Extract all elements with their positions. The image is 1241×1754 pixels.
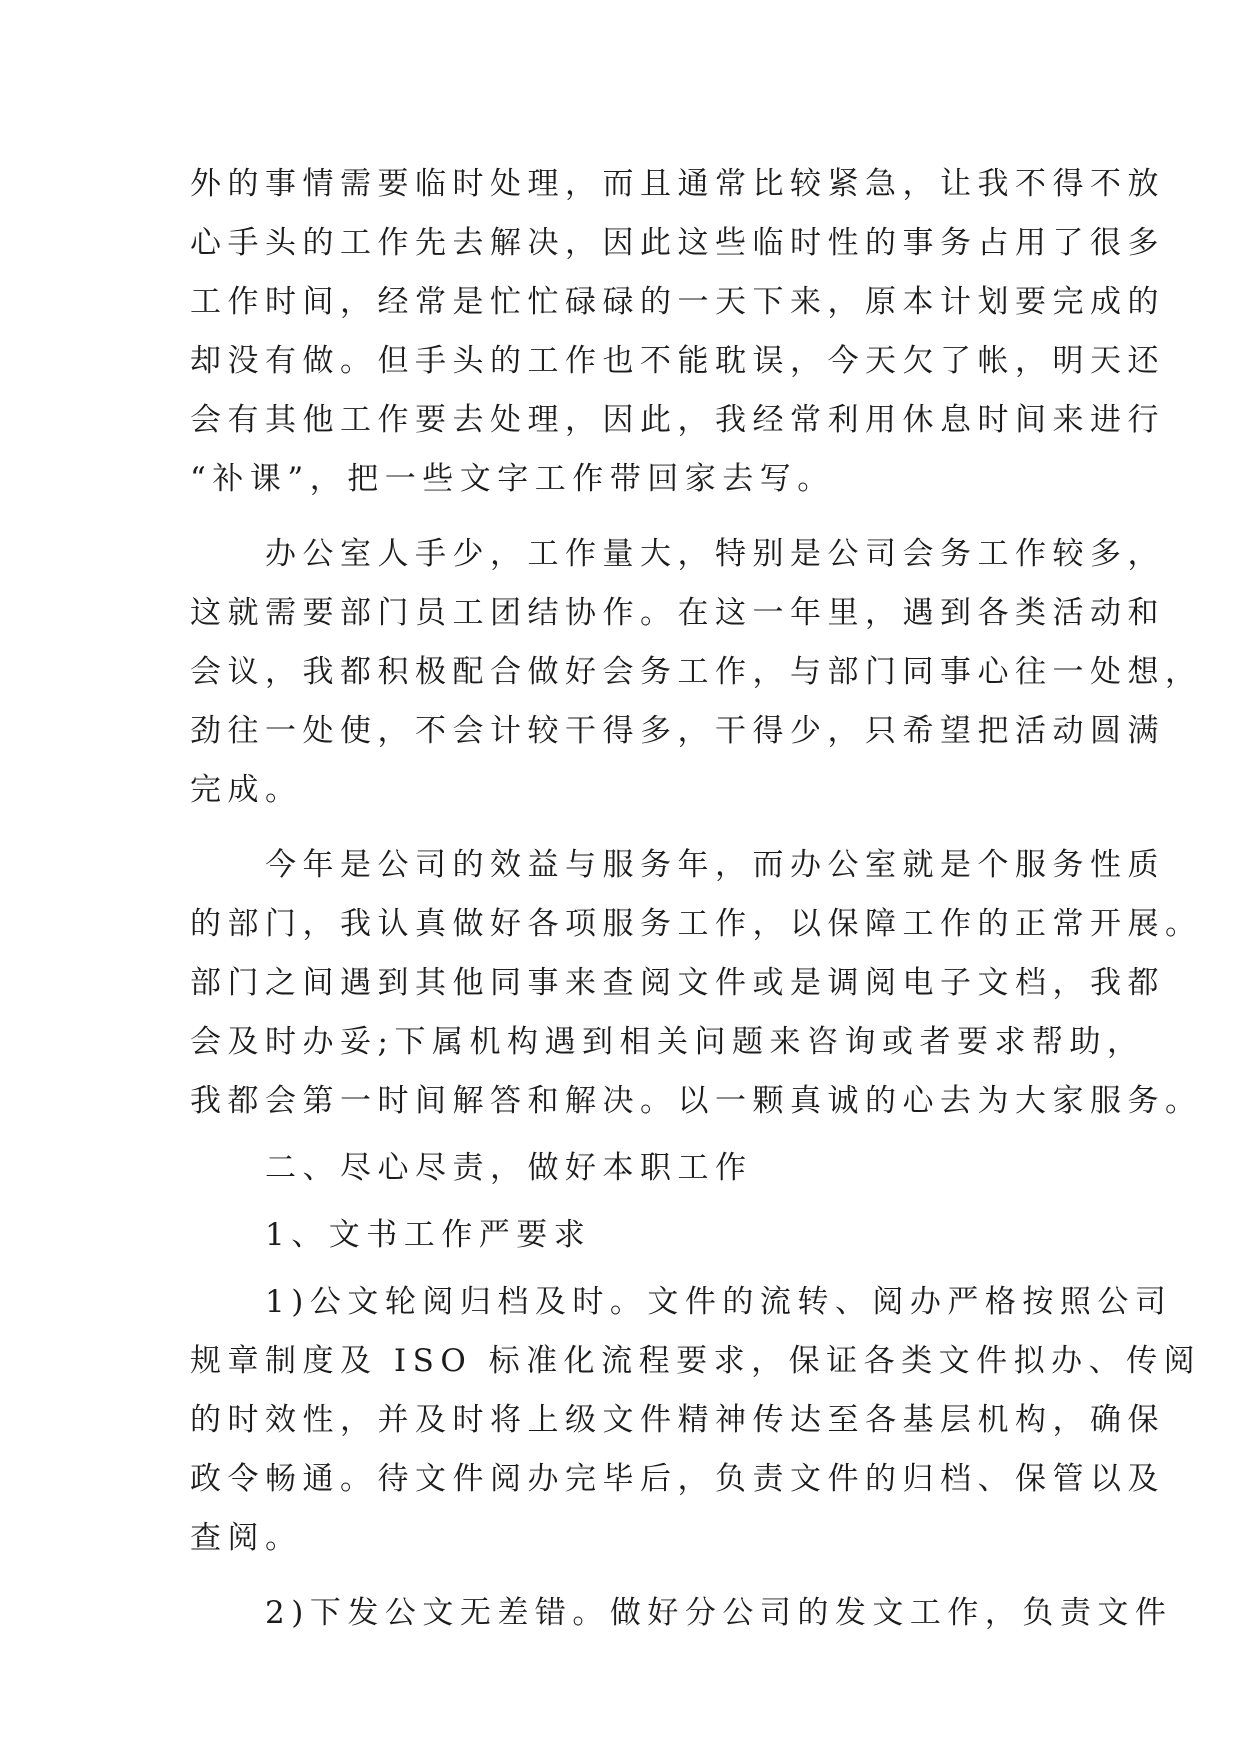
paragraph-gap xyxy=(190,509,1060,525)
text-line: 会议，我都积极配合做好会务工作，与部门同事心往一处想， xyxy=(190,654,1203,690)
text-line: 的部门，我认真做好各项服务工作，以保障工作的正常开展。 xyxy=(190,906,1203,942)
paragraph-gap xyxy=(190,820,1060,836)
text-line: 心手头的工作先去解决，因此这些临时性的事务占用了很多 xyxy=(190,225,1165,261)
text-line: “补课”，把一些文字工作带回家去写。 xyxy=(190,461,835,497)
text-line: 政令畅通。待文件阅办完毕后，负责文件的归档、保管以及 xyxy=(190,1461,1165,1497)
text-line: 外的事情需要临时处理，而且通常比较紧急，让我不得不放 xyxy=(190,166,1165,202)
text-line: 我都会第一时间解答和解决。以一颗真诚的心去为大家服务。 xyxy=(190,1083,1203,1119)
paragraph-gap xyxy=(190,1568,1060,1584)
text-line: 查阅。 xyxy=(190,1520,303,1556)
text-line: 1)公文轮阅归档及时。文件的流转、阅办严格按照公司 xyxy=(190,1284,1173,1320)
text-line: 却没有做。但手头的工作也不能耽误，今天欠了帐，明天还 xyxy=(190,343,1165,379)
paragraph-gap xyxy=(190,1131,1060,1139)
document-body xyxy=(190,155,1203,1643)
subsection-heading: 1、文书工作严要求 xyxy=(190,1217,592,1253)
text-line: 劲往一处使，不会计较干得多，干得少，只希望把活动圆满 xyxy=(190,713,1165,749)
text-line: 2)下发公文无差错。做好分公司的发文工作，负责文件 xyxy=(190,1595,1173,1631)
paragraph-gap xyxy=(190,1265,1060,1273)
text-line: 规章制度及 ISO 标准化流程要求，保证各类文件拟办、传阅 xyxy=(190,1343,1202,1379)
section-heading: 二、尽心尽责，做好本职工作 xyxy=(190,1150,753,1186)
text-line: 部门之间遇到其他同事来查阅文件或是调阅电子文档，我都 xyxy=(190,965,1165,1001)
text-line: 今年是公司的效益与服务年，而办公室就是个服务性质 xyxy=(190,847,1165,883)
text-line: 会有其他工作要去处理，因此，我经常利用休息时间来进行 xyxy=(190,402,1165,438)
text-line: 会及时办妥;下属机构遇到相关问题来咨询或者要求帮助， xyxy=(190,1024,1145,1060)
text-line: 这就需要部门员工团结协作。在这一年里，遇到各类活动和 xyxy=(190,595,1165,631)
text-line: 完成。 xyxy=(190,772,303,808)
text-line: 办公室人手少，工作量大，特别是公司会务工作较多， xyxy=(190,536,1165,572)
text-line: 工作时间，经常是忙忙碌碌的一天下来，原本计划要完成的 xyxy=(190,284,1165,320)
paragraph-gap xyxy=(190,1198,1060,1206)
text-line: 的时效性，并及时将上级文件精神传达至各基层机构，确保 xyxy=(190,1402,1165,1438)
